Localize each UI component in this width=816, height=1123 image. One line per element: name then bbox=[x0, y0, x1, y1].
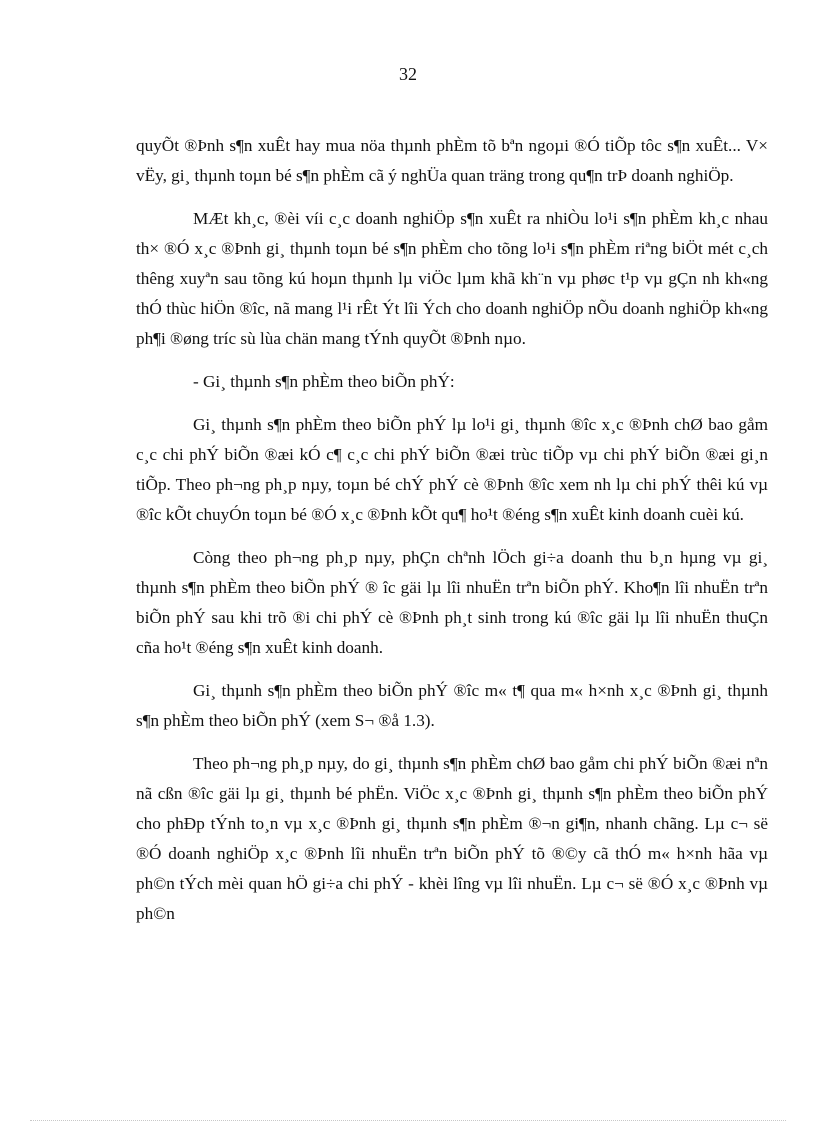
section-heading: - Gi¸ thµnh s¶n phÈm theo biÕn phÝ: bbox=[193, 372, 455, 391]
paragraph: Gi¸ thµnh s¶n phÈm theo biÕn phÝ ®îc m« t¶ qua m« h×nh x¸c ®Þnh gi¸ thµnh s¶n phÈm theo biÕn phÝ (xem S¬ ®å 1.3). bbox=[136, 681, 768, 730]
paragraph: Còng theo ph¬ng ph¸p nµy, phÇn chªnh lÖch gi÷a doanh thu b¸n hµng vµ gi¸ thµnh s¶n phÈm theo biÕn phÝ ® îc gäi lµ lîi nhuËn trªn biÕn phÝ. Kho¶n lîi nhuËn trªn biÕn phÝ sau khi trõ ®i chi phÝ cè ®Þnh ph¸t sinh trong kú ®îc gäi lµ lîi nhuËn thuÇn cña ho¹t ®éng s¶n xuÊt kinh doanh. bbox=[136, 548, 768, 657]
footer-divider bbox=[30, 1120, 786, 1121]
paragraph: Gi¸ thµnh s¶n phÈm theo biÕn phÝ lµ lo¹i gi¸ thµnh ®îc x¸c ®Þnh chØ bao gåm c¸c chi phÝ biÕn ®æi kÓ c¶ c¸c chi phÝ biÕn ®æi trùc tiÕp vµ chi phÝ biÕn ®æi gi¸n tiÕp. Theo ph¬ng ph¸p nµy, toµn bé chÝ phÝ cè ®Þnh ®îc xem nh lµ chi phÝ thêi kú vµ ®îc kÕt chuyÓn toµn bé ®Ó x¸c ®Þnh kÕt qu¶ ho¹t ®éng s¶n xuÊt kinh doanh cuèi kú. bbox=[136, 415, 768, 524]
paragraph: quyÕt ®Þnh s¶n xuÊt hay mua nöa thµnh phÈm tõ bªn ngoµi ®Ó tiÕp tôc s¶n xuÊt... V× vËy, gi¸ thµnh toµn bé s¶n phÈm cã ý nghÜa quan träng trong qu¶n trÞ doanh nghiÖp. bbox=[136, 136, 768, 185]
page-number: 32 bbox=[399, 64, 417, 84]
body-text bbox=[136, 131, 768, 942]
paragraph: MÆt kh¸c, ®èi víi c¸c doanh nghiÖp s¶n xuÊt ra nhiÒu lo¹i s¶n phÈm kh¸c nhau th× ®Ó x¸c ®Þnh gi¸ thµnh toµn bé s¶n phÈm cho tõng lo¹i s¶n phÈm riªng biÖt mét c¸ch thêng xuyªn sau tõng kú hoµn thµnh lµ viÖc lµm khã kh¨n vµ phøc t¹p vµ gÇn nh kh«ng thÓ thùc hiÖn ®îc, nã mang l¹i rÊt Ýt lîi Ých cho doanh nghiÖp nÕu doanh nghiÖp kh«ng ph¶i ®øng tríc sù lùa chän mang tÝnh quyÕt ®Þnh nµo. bbox=[136, 209, 768, 348]
paragraph: Theo ph¬ng ph¸p nµy, do gi¸ thµnh s¶n phÈm chØ bao gåm chi phÝ biÕn ®æi nªn nã cßn ®îc gäi lµ gi¸ thµnh bé phËn. ViÖc x¸c ®Þnh gi¸ thµnh s¶n phÈm theo biÕn phÝ cho phÐp tÝnh to¸n vµ x¸c ®Þnh gi¸ thµnh s¶n phÈm ®¬n gi¶n, nhanh chãng. Lµ c¬ së ®Ó doanh nghiÖp x¸c ®Þnh lîi nhuËn trªn biÕn phÝ tõ ®©y cã thÓ m« h×nh hãa vµ ph©n tÝch mèi quan hÖ gi÷a chi phÝ - khèi lîng vµ lîi nhuËn. Lµ c¬ së ®Ó x¸c ®Þnh vµ ph©n bbox=[136, 754, 768, 923]
